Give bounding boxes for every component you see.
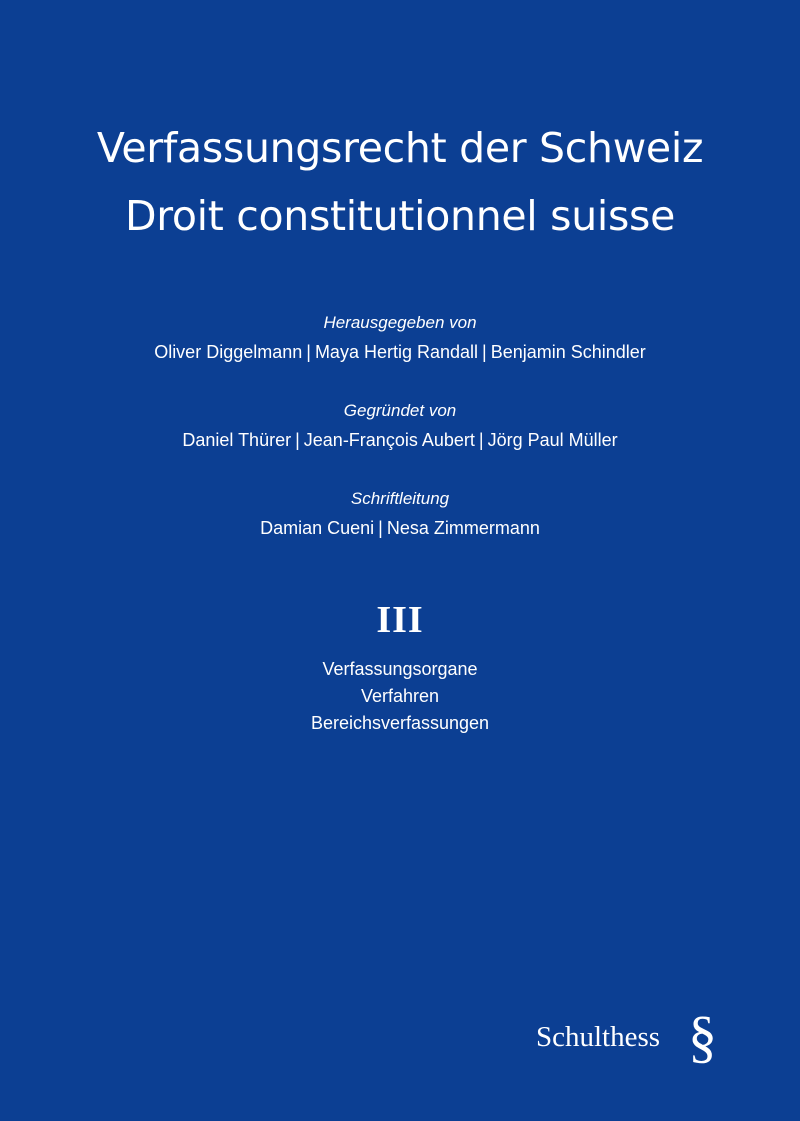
editor-name: Benjamin Schindler: [490, 342, 646, 362]
editors-names: [0, 342, 800, 363]
name-separator: |: [378, 518, 383, 538]
topic-item: Verfassungsorgane: [322, 659, 478, 679]
publisher-name: Schulthess: [536, 1021, 661, 1053]
editorial-lead-label: Schriftleitung: [350, 489, 450, 508]
founders-names: [0, 430, 800, 451]
founders-label: Gegründet von: [343, 401, 457, 420]
name-separator: |: [478, 430, 484, 450]
editor-name: Maya Hertig Randall: [314, 342, 479, 362]
section-sign-logo-icon: §: [688, 1004, 717, 1069]
topic-item: Verfahren: [360, 686, 440, 706]
founder-name: Jean-François Aubert: [303, 430, 475, 450]
founder-name: Daniel Thürer: [182, 430, 292, 450]
editorial-lead-name: Damian Cueni: [260, 518, 375, 538]
founder-name: Jörg Paul Müller: [487, 430, 618, 450]
name-separator: |: [295, 430, 300, 450]
name-separator: |: [306, 342, 311, 362]
editorial-lead-name: Nesa Zimmermann: [386, 518, 540, 538]
topic-item: Bereichsverfassungen: [310, 713, 490, 733]
title-german: Verfassungsrecht der Schweiz: [96, 124, 704, 172]
volume-number: III: [376, 599, 424, 641]
editor-name: Oliver Diggelmann: [154, 342, 303, 362]
name-separator: |: [482, 342, 487, 362]
editors-label: Herausgegeben von: [323, 313, 477, 332]
title-french: Droit constitutionnel suisse: [124, 192, 676, 240]
editorial-lead-names: [0, 518, 800, 539]
volume-topics: [0, 656, 800, 737]
